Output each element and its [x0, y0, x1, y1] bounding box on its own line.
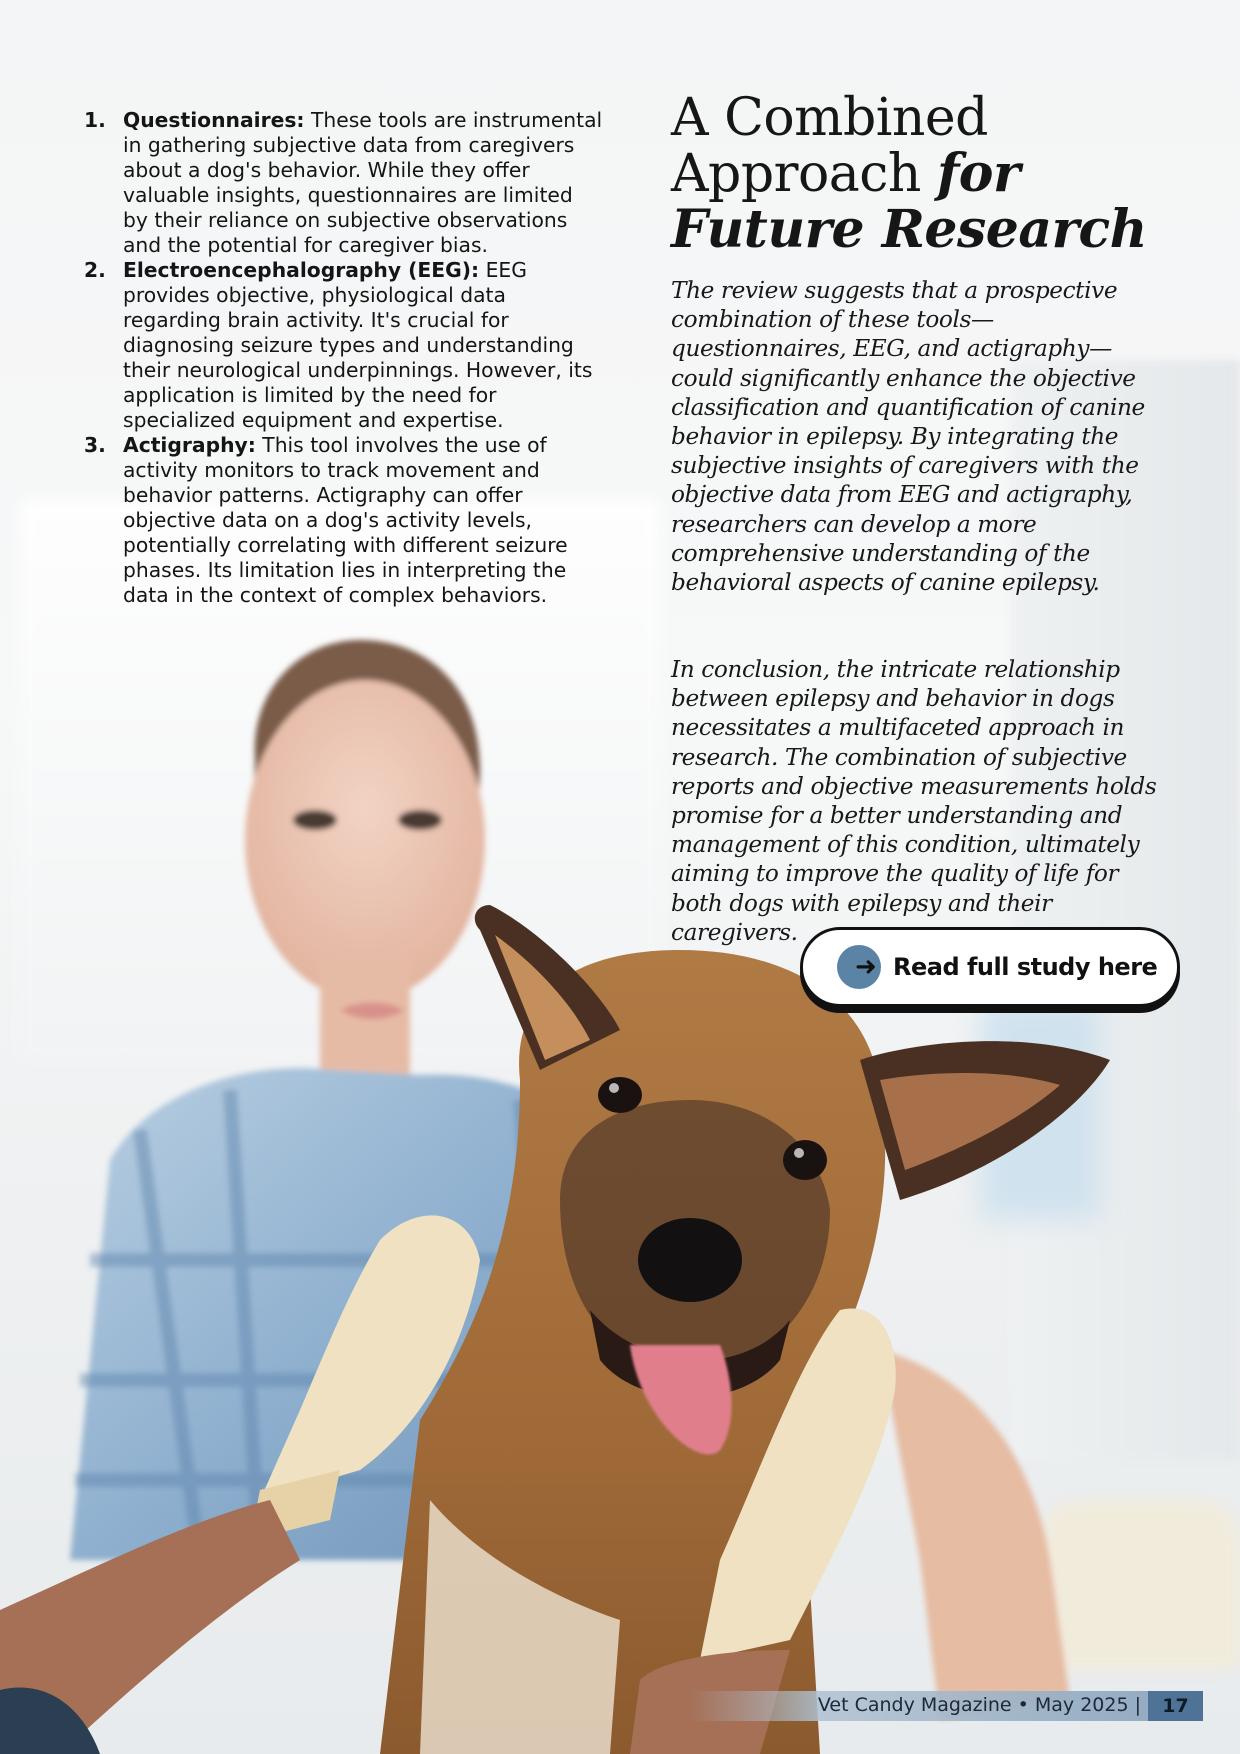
- page-number: 17: [1148, 1691, 1203, 1721]
- arrow-circle: [837, 945, 881, 989]
- publication-info: Vet Candy Magazine • May 2025 |: [817, 1694, 1141, 1716]
- list-heading: Electroencephalography (EEG):: [123, 258, 480, 282]
- list-number: 2.: [84, 258, 106, 282]
- list-item: [84, 108, 604, 258]
- list-heading: Questionnaires:: [123, 108, 305, 132]
- list-text: These tools are instrumental in gathering subjective data from caregivers about a dog's behavior. While they offer valuable insights, questionnaires are limited by their reliance on subjective observations and the potential for caregiver bias.: [123, 108, 603, 257]
- arrow-right-icon: ➜: [855, 952, 877, 982]
- title-part-2: for Future Research: [671, 143, 1147, 260]
- tools-list: [84, 108, 604, 608]
- page-footer: [690, 1691, 1203, 1721]
- read-full-study-label: Read full study here: [893, 953, 1158, 981]
- list-number: 1.: [84, 108, 106, 132]
- title-part-1: A Combined Approach: [671, 88, 988, 204]
- list-heading: Actigraphy:: [123, 433, 256, 457]
- list-number: 3.: [84, 433, 106, 457]
- body-paragraph-1: The review suggests that a prospective combination of these tools—questionnaires, EEG, and actigraphy—could significantly enhance the objective classification and quantification of canine behavior in epilepsy. By integrating the subjective insights of caregivers with the objective data from EEG and actigraphy, researchers can develop a more comprehensive understanding of the behavioral aspects of canine epilepsy.: [671, 277, 1145, 597]
- list-item: [84, 433, 604, 608]
- body-paragraph-2: In conclusion, the intricate relationship between epilepsy and behavior in dogs necessitates a multifaceted approach in research. The combination of subjective reports and objective measurements holds promise for a better understanding and management of this condition, ultimately aiming to improve the quality of life for both dogs with epilepsy and their caregivers.: [671, 656, 1157, 946]
- list-text: EEG provides objective, physiological data regarding brain activity. It's crucial for diagnosing seizure types and understanding their neurological underpinnings. However, its application is limited by the need for specialized equipment and expertise.: [123, 258, 593, 432]
- list-text: This tool involves the use of activity monitors to track movement and behavior patterns. Actigraphy can offer objective data on a dog's activity levels, potentially correlating with different seizure phases. Its limitation lies in interpreting the data in the context of complex behaviors.: [123, 433, 568, 607]
- list-item: [84, 258, 604, 433]
- read-full-study-button[interactable]: [800, 927, 1180, 1007]
- section-title: [671, 90, 1191, 258]
